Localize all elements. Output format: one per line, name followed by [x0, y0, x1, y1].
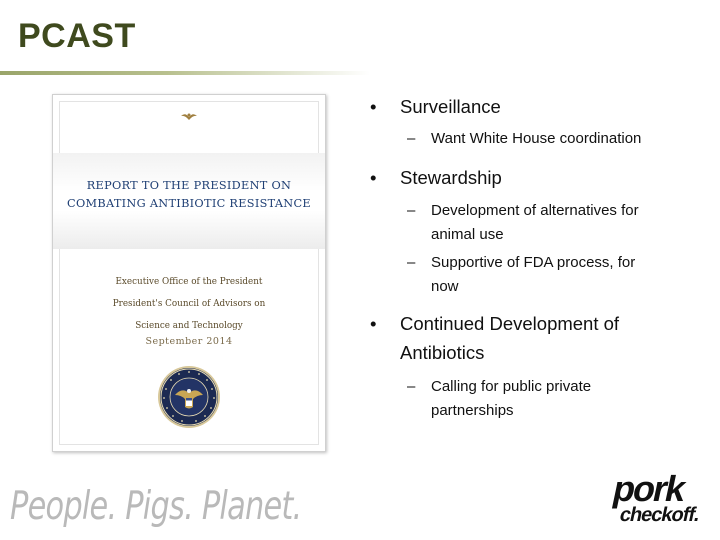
presidential-seal-icon [157, 365, 221, 429]
report-title [53, 177, 325, 213]
bullet-list [370, 92, 700, 423]
sub-bullet-text-line-2: now [431, 278, 459, 295]
bullet-text: Stewardship [400, 167, 502, 188]
pork-checkoff-logo [604, 468, 712, 526]
logo-pork-text: pork [609, 468, 688, 509]
report-cover-image [52, 94, 326, 452]
office-line-1: Executive Office of the President [115, 277, 263, 287]
slide-title: PCAST [18, 17, 136, 55]
bullet-text: Surveillance [400, 96, 501, 117]
report-title-line-1: REPORT TO THE PRESIDENT ON [86, 179, 292, 192]
bullet-marker: • [370, 167, 377, 188]
sub-bullet-alternatives [370, 199, 700, 247]
bullet-continued-development [370, 309, 700, 367]
sub-bullet-text-line-2: animal use [431, 226, 504, 243]
sub-bullet-marker: – [407, 254, 416, 271]
sub-bullet-partnerships [370, 375, 700, 423]
bullet-marker: • [370, 313, 377, 334]
office-line-2: President's Council of Advisors on [112, 299, 266, 309]
bullet-surveillance [370, 92, 700, 121]
office-line-3: Science and Technology [135, 321, 243, 331]
report-title-line-2: COMBATING ANTIBIOTIC RESISTANCE [67, 197, 311, 210]
bullet-text-line-1: Continued Development of [400, 313, 620, 334]
sub-bullet-text-line-1: Development of alternatives for [431, 202, 639, 219]
sub-bullet-text: Want White House coordination [431, 130, 642, 147]
eagle-crest-icon [179, 111, 199, 123]
sub-bullet-text-line-2: partnerships [431, 402, 514, 419]
sub-bullet-text-line-1: Supportive of FDA process, for [431, 254, 636, 271]
logo-checkoff-text: checkoff. [617, 504, 702, 526]
sub-bullet-marker: – [407, 378, 416, 395]
slogan-logo: People. Pigs. Planet. [10, 484, 302, 529]
bullet-marker: • [370, 96, 377, 117]
report-office [53, 271, 325, 337]
sub-bullet-marker: – [407, 130, 416, 147]
sub-bullet-white-house [370, 127, 700, 151]
sub-bullet-marker: – [407, 202, 416, 219]
report-date: September 2014 [145, 336, 233, 347]
bullet-stewardship [370, 163, 700, 192]
sub-bullet-text-line-1: Calling for public private [431, 378, 592, 395]
title-underline [0, 71, 370, 75]
sub-bullet-fda [370, 251, 700, 299]
bullet-text-line-2: Antibiotics [400, 342, 485, 363]
